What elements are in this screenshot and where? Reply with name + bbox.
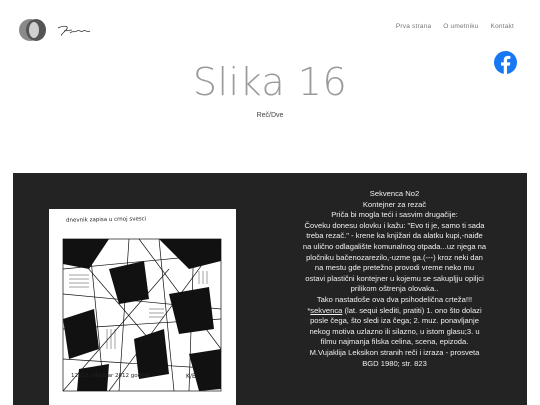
artwork-date: 12./13. oktobar 2012 godine (71, 373, 150, 379)
sequence-definition: (lat. sequi slediti, pratiti) 1. ono što dolazi (342, 305, 482, 315)
description-line: nekog motiva uzlazno ili silazno, u istom glasu;3. u (309, 326, 480, 336)
description-line: pločniku bačenozarezilo,-uzme ga.(---) kroz neki dan (306, 252, 483, 262)
sequence-prefix: * (307, 305, 311, 315)
description-line: filmu najmanja filska celina, scena, epizoda. (320, 337, 469, 347)
description-line: na mestu gde pretežno provodi vreme neko mu (314, 263, 475, 273)
sequence-definition-line (276, 306, 513, 317)
description-line: prilikom oštrenja olovaka.. (350, 284, 439, 294)
artwork-caption: dnevnik zapisa u crnoj svesci (65, 216, 147, 224)
description-line: Tako nastadoše ova dva psihodelična crteža!!! (316, 294, 473, 304)
page-subtitle: Reč/Dve (256, 112, 284, 119)
description-line: ostavi plastični kontejner u kojemu se sakupljju opiljci (305, 273, 484, 283)
artwork-initials: K/B (186, 373, 197, 380)
description-line: Kontejner za rezač (362, 199, 427, 209)
main-nav (396, 23, 514, 30)
nav-item-about[interactable]: O umetniku (443, 23, 479, 30)
nav-item-home[interactable]: Prva strana (395, 23, 432, 30)
description-line: treba rezač." - krene ka knjižari da alatku kupi,-naiđe (306, 231, 483, 241)
signature-icon (56, 24, 94, 38)
description-line: Priča bi mogla teći i sasvim drugačije: (331, 210, 458, 220)
site-header (0, 0, 540, 60)
description-line: M.Vujaklija Leksikon stranih reči i izraza - prosveta (309, 347, 480, 357)
description-line: BGD 1980; str. 823 (362, 358, 427, 368)
sequence-term-link[interactable]: sekvenca (310, 305, 343, 315)
description-line: na ulično odlagalište komunalnog otpada...uz njega na (302, 241, 487, 251)
description-line: Čoveku donesu olovku i kažu: "Evo ti je, samo ti sada (304, 220, 485, 230)
description-line: Sekvenca No2 (369, 189, 420, 198)
description-line: posle čega, što sledi iza čega; 2. muz. ponavljanje (310, 316, 479, 326)
artwork-description (276, 189, 513, 369)
page-title: Slika 16 (192, 60, 348, 104)
artist-logo-icon[interactable] (18, 16, 50, 44)
nav-item-contact[interactable]: Kontakt (490, 23, 514, 30)
